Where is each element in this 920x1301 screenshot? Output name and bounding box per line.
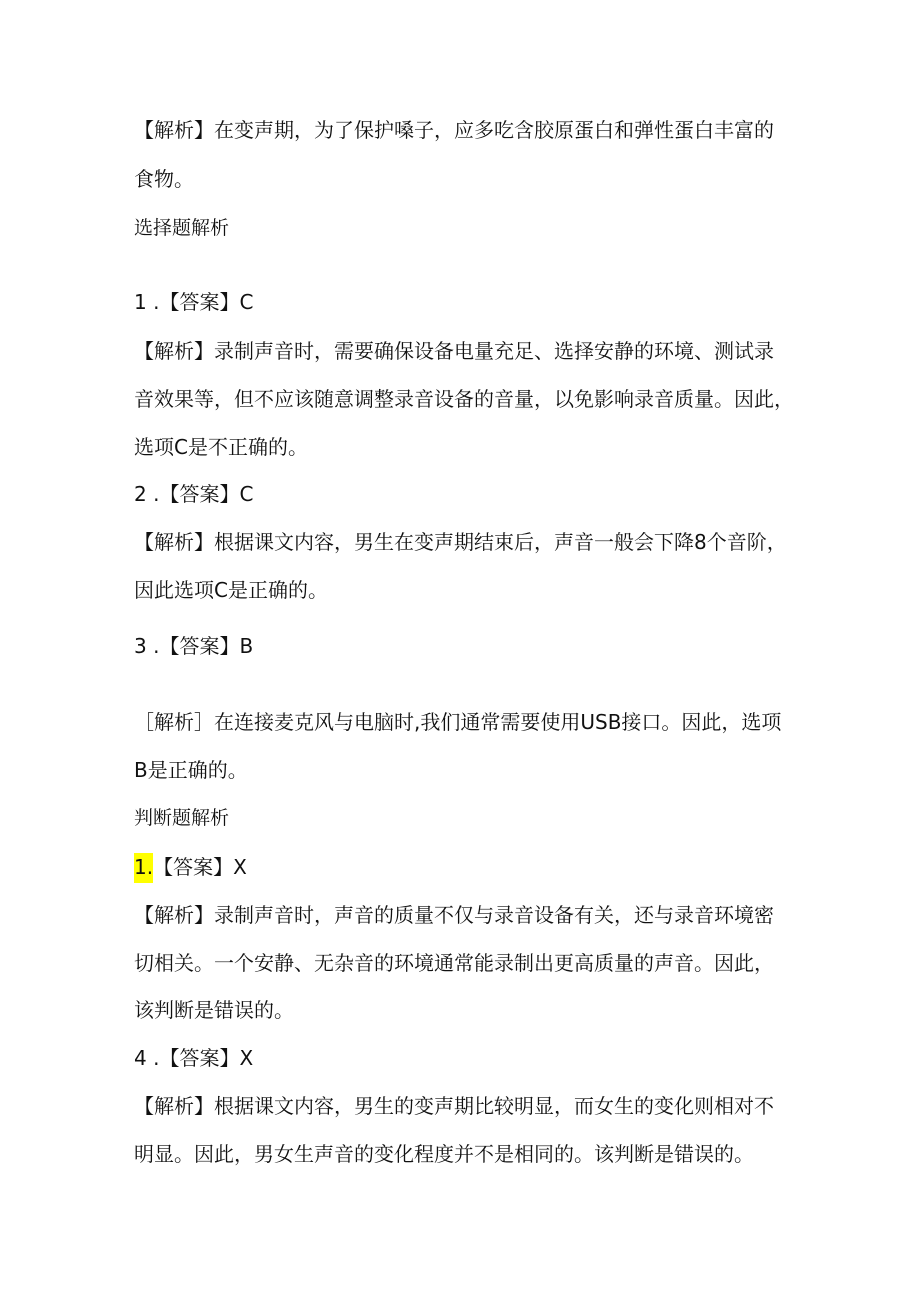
judge-4-answer: 4 .【答案】X — [134, 1046, 254, 1070]
highlighted-number: 1. — [134, 853, 153, 883]
judge-1-answer — [134, 855, 247, 883]
choice-3-analysis-line-2: B是正确的。 — [134, 758, 248, 782]
choice-1-analysis-line-3: 选项C是不正确的。 — [134, 435, 308, 459]
intro-analysis-line-1: 【解析】在变声期，为了保护嗓子，应多吃含胶原蛋白和弹性蛋白丰富的 — [134, 118, 774, 142]
choice-1-analysis-line-1: 【解析】录制声音时，需要确保设备电量充足、选择安静的环境、测试录 — [134, 339, 774, 363]
judge-1-answer-text: 【答案】X — [153, 855, 247, 879]
judge-1-analysis-line-1: 【解析】录制声音时，声音的质量不仅与录音设备有关，还与录音环境密 — [134, 903, 774, 927]
choice-section-title: 选择题解析 — [134, 217, 230, 239]
choice-3-answer: 3 .【答案】B — [134, 634, 254, 658]
choice-2-analysis-line-2: 因此选项C是正确的。 — [134, 578, 328, 602]
judge-4-analysis-line-2: 明显。因此，男女生声音的变化程度并不是相同的。该判断是错误的。 — [134, 1142, 754, 1166]
judge-4-analysis-line-1: 【解析】根据课文内容，男生的变声期比较明显，而女生的变化则相对不 — [134, 1094, 774, 1118]
choice-2-analysis-line-1: 【解析】根据课文内容，男生在变声期结束后，声音一般会下降8个音阶， — [134, 530, 787, 554]
judge-1-analysis-line-3: 该判断是错误的。 — [134, 998, 294, 1022]
choice-2-answer: 2 .【答案】C — [134, 482, 254, 506]
intro-analysis-line-2: 食物。 — [134, 167, 194, 191]
judge-section-title: 判断题解析 — [134, 807, 230, 829]
choice-3-analysis-line-1: ［解析］在连接麦克风与电脑时,我们通常需要使用USB接口。因此，选项 — [134, 710, 782, 734]
choice-1-answer: 1 .【答案】C — [134, 290, 254, 314]
judge-1-analysis-line-2: 切相关。一个安静、无杂音的环境通常能录制出更高质量的声音。因此， — [134, 951, 774, 975]
choice-1-analysis-line-2: 音效果等，但不应该随意调整录音设备的音量，以免影响录音质量。因此， — [134, 387, 794, 411]
